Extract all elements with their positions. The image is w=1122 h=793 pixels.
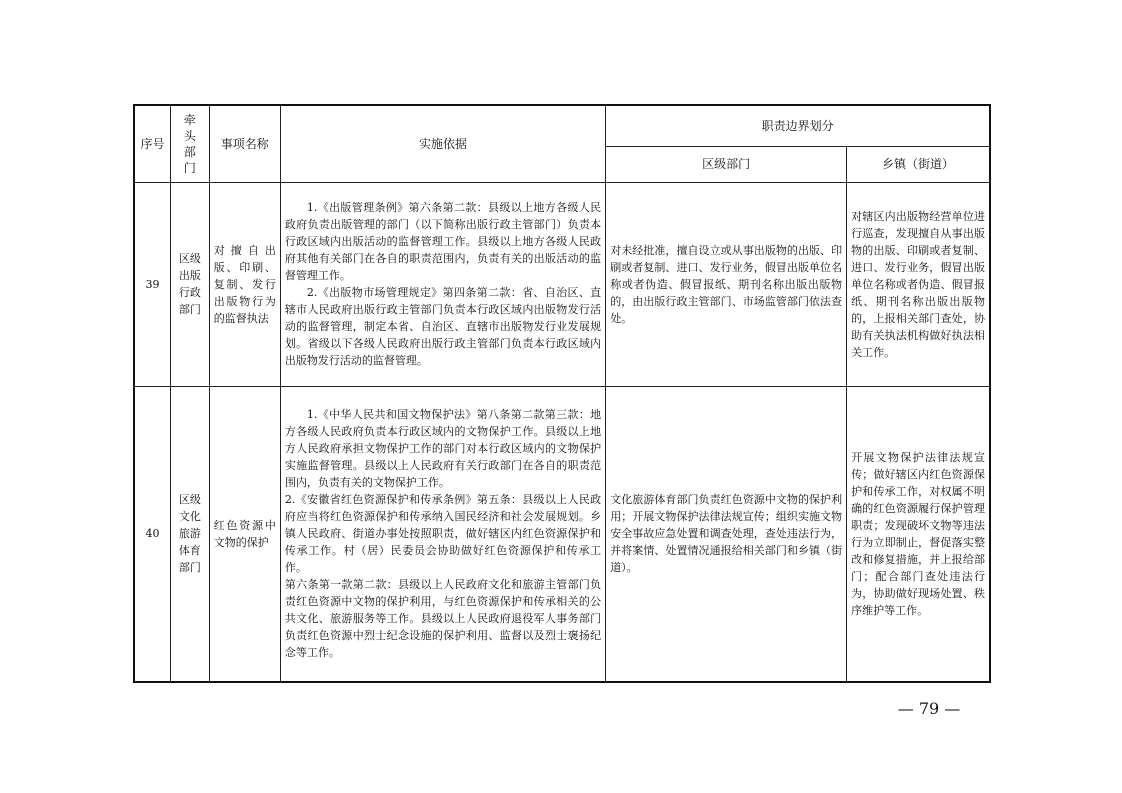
- header-responsibility: 职责边界划分: [606, 105, 990, 146]
- basis-paragraph: 2.《安徽省红色资源保护和传承条例》第五条：县级以上人民政府应当将红色资源保护和传承纳入国民经济和社会发展规划。乡镇人民政府、街道办事处按照职责，做好辖区内红色资源保护和传承工作。村（居）民委员会协助做好红色资源保护和传承工作。: [284, 493, 602, 575]
- row-item: 红色资源中文物的保护: [209, 386, 280, 682]
- row-seq: 39: [134, 182, 171, 386]
- header-basis: 实施依据: [280, 105, 605, 182]
- table-row: [134, 182, 990, 386]
- header-dept: 牵头部门: [171, 105, 210, 182]
- header-seq: 序号: [134, 105, 171, 182]
- header-district: 区级部门: [606, 146, 847, 182]
- row-item: 对擅自出版、印刷、复制、发行出版物行为的监督执法: [209, 182, 280, 386]
- row-basis: [280, 386, 605, 682]
- page-number: — 79 —: [897, 699, 961, 718]
- row-seq: 40: [134, 386, 171, 682]
- row-basis: [280, 182, 605, 386]
- row-township: 对辖区内出版物经营单位进行巡查，发现擅自从事出版物的出版、印刷或者复制、进口、发行业务，假冒出版单位名称或者伪造、假冒报纸、期刊名称出版出版物的，上报相关部门查处，协助有关执法机构做好执法相关工作。: [847, 182, 990, 386]
- row-township: 开展文物保护法律法规宣传；做好辖区内红色资源保护和传承工作，对权属不明确的红色资源履行保护管理职责；发现破坏文物等违法行为立即制止，督促落实整改和修复措施，并上报给部门；配合部门查处违法行为，协助做好现场处置、秩序维护等工作。: [847, 386, 990, 682]
- basis-paragraph: 第六条第一款第二款：县级以上人民政府文化和旅游主管部门负责红色资源中文物的保护利用，与红色资源保护和传承相关的公共文化、旅游服务等工作。县级以上人民政府退役军人事务部门负责红色资源中烈士纪念设施的保护利用、监督以及烈士褒扬纪念等工作。: [284, 578, 602, 660]
- responsibility-table: [133, 104, 991, 683]
- basis-paragraph: 1.《出版管理条例》第六条第二款：县级以上地方各级人民政府负责出版管理的部门（以下简称出版行政主管部门）负责本行政区域内出版活动的监督管理工作。县级以上地方各级人民政府其他有关部门在各自的职责范围内，负责有关的出版活动的监督管理工作。: [284, 201, 602, 282]
- row-dept: 区级文化旅游体育部门: [171, 386, 210, 682]
- table-row: [134, 386, 990, 682]
- header-township: 乡镇（街道）: [847, 146, 990, 182]
- row-dept: 区级出版行政部门: [171, 182, 210, 386]
- header-row-1: [134, 105, 990, 146]
- row-district: 对未经批准，擅自设立或从事出版物的出版、印刷或者复制、进口、发行业务，假冒出版单位名称或者伪造、假冒报纸、期刊名称出版出版物的，由出版行政主管部门、市场监管部门依法查处。: [606, 182, 847, 386]
- row-district: 文化旅游体育部门负责红色资源中文物的保护利用；开展文物保护法律法规宣传；组织实施文物安全事故应急处置和调查处理，查处违法行为，并将案情、处置情况通报给相关部门和乡镇（街道）。: [606, 386, 847, 682]
- header-item: 事项名称: [209, 105, 280, 182]
- basis-paragraph: 1.《中华人民共和国文物保护法》第八条第二款第三款：地方各级人民政府负责本行政区域内的文物保护工作。县级以上地方人民政府承担文物保护工作的部门对本行政区域内的文物保护实施监督管理。县级以上人民政府有关行政部门在各自的职责范围内，负责有关的文物保护工作。: [284, 408, 602, 490]
- basis-paragraph: 2.《出版物市场管理规定》第四条第二款：省、自治区、直辖市人民政府出版行政主管部门负责本行政区域内出版物发行活动的监督管理，制定本省、自治区、直辖市出版物发行业发展规划。省级以下各级人民政府出版行政主管部门负责本行政区域内出版物发行活动的监督管理。: [284, 286, 602, 367]
